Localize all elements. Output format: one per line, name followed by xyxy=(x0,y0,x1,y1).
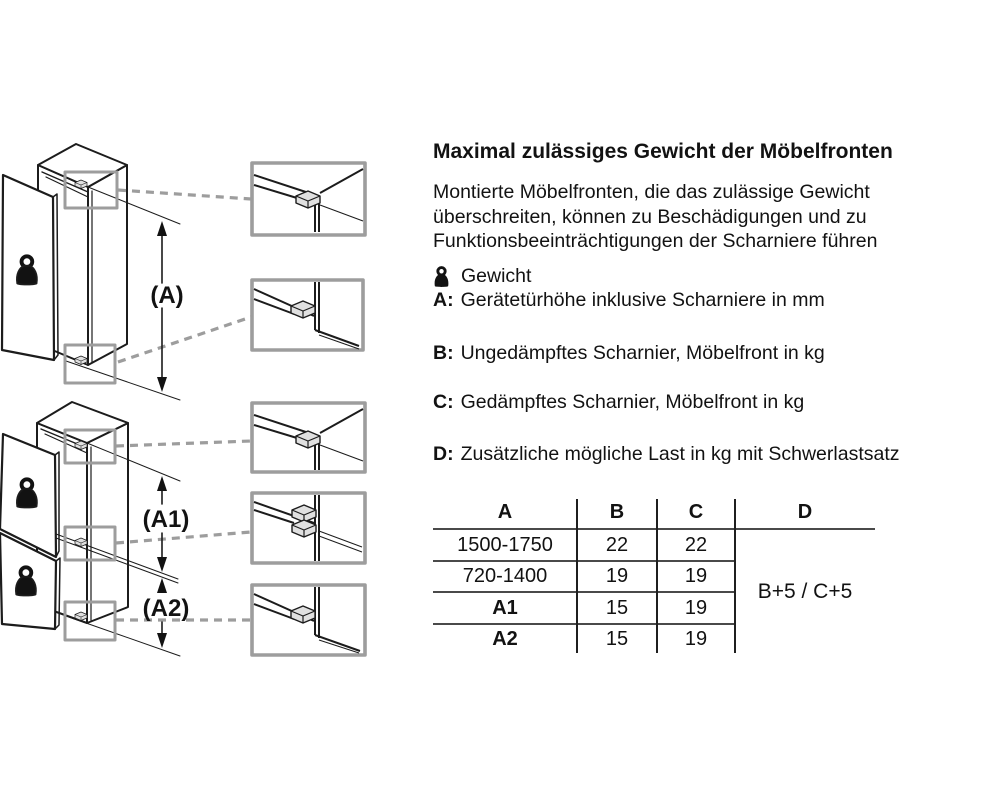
cell-b: 15 xyxy=(605,628,629,650)
legend-item-b xyxy=(433,341,825,365)
column-header-a: A xyxy=(497,501,513,523)
intro-line: Montierte Möbelfronten, die das zulässige Gewicht xyxy=(433,181,870,203)
legend-key: D: xyxy=(433,443,454,465)
cell-c: 19 xyxy=(684,565,708,587)
table-column-rule xyxy=(576,499,578,653)
furniture-front-panel xyxy=(2,175,58,360)
hinge-detail-box-1 xyxy=(252,163,365,235)
column-header-d: D xyxy=(797,501,813,523)
legend-key: A: xyxy=(433,289,454,311)
page-title: Maximal zulässiges Gewicht der Möbelfronten xyxy=(433,140,893,163)
legend-item-a xyxy=(433,288,825,312)
legend-key: B: xyxy=(433,342,454,364)
legend-text: Gerätetürhöhe inklusive Scharniere in mm xyxy=(460,289,825,311)
dimension-label-a: (A) xyxy=(150,282,184,309)
weight-label: Gewicht xyxy=(461,265,532,287)
dimension-label-a2: (A2) xyxy=(142,595,190,622)
cell-c: 19 xyxy=(684,596,708,619)
cell-c: 22 xyxy=(684,533,708,556)
table-row xyxy=(433,530,735,560)
hinge-detail-box-4 xyxy=(252,493,365,563)
two-door-unit-illustration xyxy=(0,402,251,656)
cell-a: 1500-1750 xyxy=(457,533,553,556)
leader-line xyxy=(116,441,251,446)
legend-text: Ungedämpftes Scharnier, Möbelfront in kg xyxy=(460,342,825,364)
weight-table xyxy=(433,497,875,655)
table-row xyxy=(433,562,735,591)
hinge-detail-box-2 xyxy=(252,280,363,350)
single-door-unit-illustration xyxy=(2,144,251,400)
table-column-rule xyxy=(656,499,658,653)
installation-diagram xyxy=(0,0,430,800)
dimension-arrow-a1 xyxy=(143,476,190,572)
hinge-detail-box-3 xyxy=(252,403,365,472)
intro-paragraph xyxy=(433,180,877,254)
cell-a: 720-1400 xyxy=(462,565,548,587)
hinge-detail-box-5 xyxy=(252,585,365,655)
cell-c: 19 xyxy=(684,628,708,650)
cell-a: A2 xyxy=(492,628,518,650)
intro-line: Funktionsbeeinträchtigungen der Scharniere führen xyxy=(433,230,878,252)
dimension-arrow-a2 xyxy=(143,578,190,648)
dimension-arrow-a xyxy=(150,221,183,392)
weight-icon xyxy=(433,266,450,287)
cell-b: 19 xyxy=(605,565,629,587)
table-row xyxy=(433,593,735,623)
cell-b: 22 xyxy=(605,533,629,556)
leader-line xyxy=(118,190,251,199)
dimension-label-a1: (A1) xyxy=(142,506,190,533)
table-header-row xyxy=(433,497,875,528)
column-header-b: B xyxy=(609,501,625,523)
cell-b: 15 xyxy=(605,596,629,619)
legend-item-d xyxy=(433,442,900,466)
legend-text: Zusätzliche mögliche Last in kg mit Schwerlastsatz xyxy=(460,443,900,465)
intro-line: überschreiten, können zu Beschädigungen und zu xyxy=(433,205,867,228)
legend-key: C: xyxy=(433,391,454,413)
table-row xyxy=(433,625,735,654)
cell-a: A1 xyxy=(492,596,518,619)
weight-legend-line xyxy=(433,264,531,288)
legend-text: Gedämpftes Scharnier, Möbelfront in kg xyxy=(460,391,805,413)
leader-line xyxy=(118,317,251,362)
legend-item-c xyxy=(433,390,804,414)
cell-d-merged: B+5 / C+5 xyxy=(757,580,853,603)
leader-line xyxy=(116,532,251,543)
column-header-c: C xyxy=(688,501,704,523)
